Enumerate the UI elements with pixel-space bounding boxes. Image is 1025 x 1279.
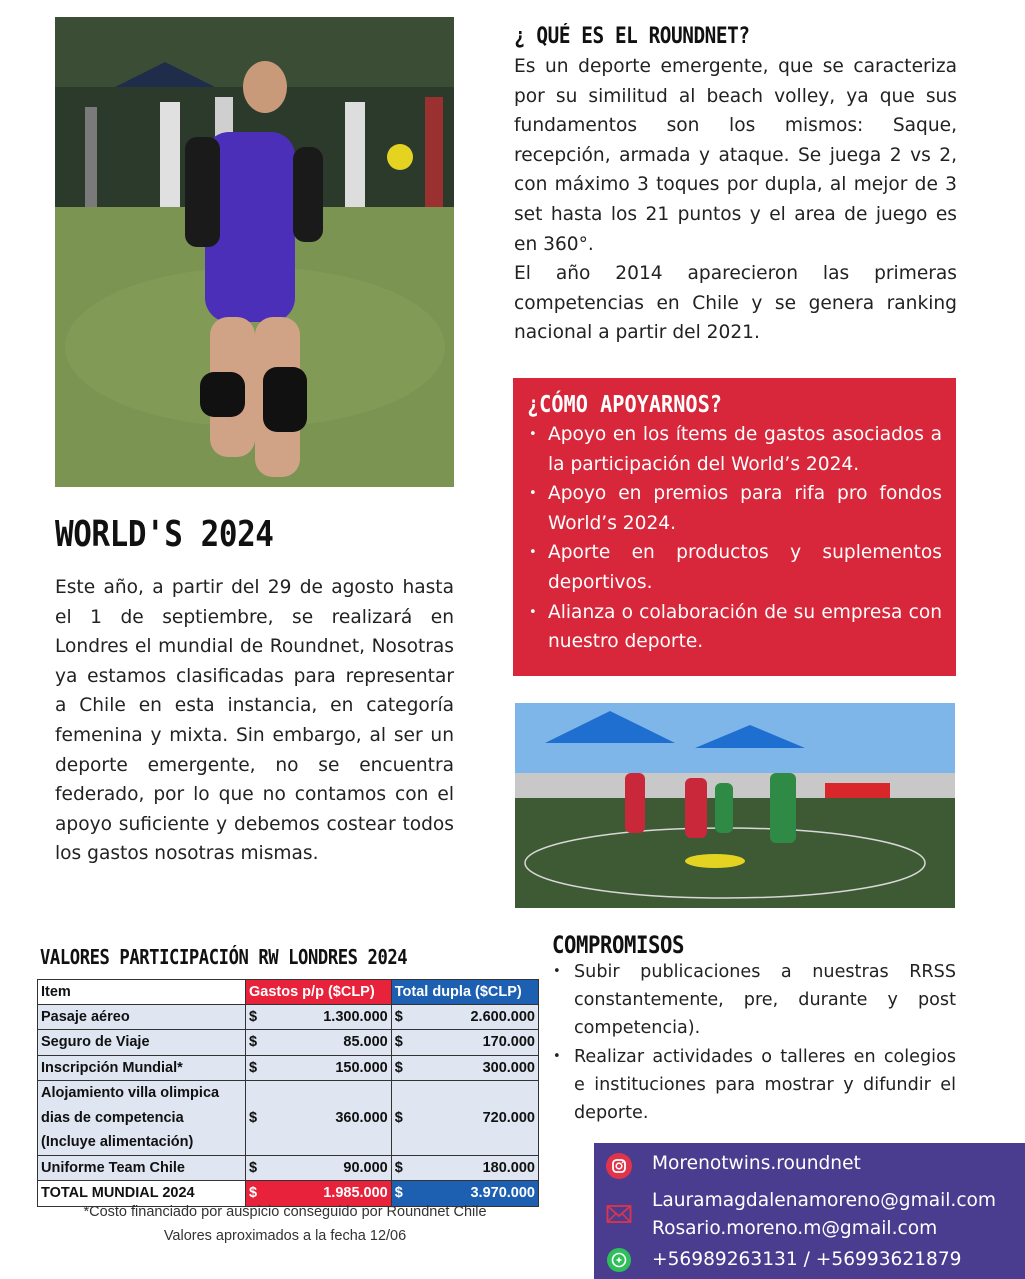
total-item: TOTAL MUNDIAL 2024	[38, 1181, 246, 1207]
row-item: Pasaje aéreo	[38, 1004, 246, 1030]
row-total: 170.000	[407, 1030, 538, 1056]
table-title: VALORES PARTICIPACIÓN RW LONDRES 2024	[40, 945, 408, 969]
currency-sign: $	[246, 1155, 262, 1181]
compromisos-item: • Realizar actividades o talleres en colegios e instituciones para mostrar y difundir el deporte.	[553, 1043, 956, 1128]
total-total: 3.970.000	[407, 1181, 538, 1207]
compromisos-item: • Subir publicaciones a nuestras RRSS constantemente, pre, durante y post competencia).	[553, 958, 956, 1043]
compromisos-title: COMPROMISOS	[552, 931, 684, 959]
currency-sign: $	[246, 1081, 262, 1156]
row-gasto: 360.000	[262, 1081, 392, 1156]
que-es-body	[514, 52, 957, 348]
row-gasto: 90.000	[262, 1155, 392, 1181]
row-item: Seguro de Viaje	[38, 1030, 246, 1056]
currency-sign: $	[246, 1004, 262, 1030]
costs-table	[37, 979, 539, 1207]
email-2[interactable]: Rosario.moreno.m@gmail.com	[652, 1218, 938, 1239]
worlds-body: Este año, a partir del 29 de agosto hasta el 1 de septiembre, se realizará en Londres el mundial de Roundnet, Nosotras ya estamos clasificadas para representar a Chile en esta instancia, en categoría femenina y mixta. Sin embargo, al ser un deporte emergente, no se encuentra federado, por lo que no contamos con el apoyo suficiente y debemos costear todos los gastos nosotras mismas.	[55, 577, 454, 865]
header-gasto: Gastos p/p ($CLP)	[246, 980, 392, 1005]
match-photo	[515, 703, 955, 908]
compromisos-list	[553, 958, 956, 1127]
currency-sign: $	[246, 1055, 262, 1081]
whatsapp-icon	[606, 1247, 632, 1273]
worlds-title: WORLD'S 2024	[55, 514, 274, 555]
email-1[interactable]: Lauramagdalenamoreno@gmail.com	[652, 1190, 997, 1211]
mail-icon	[606, 1201, 632, 1227]
row-item-line: dias de competencia	[41, 1109, 184, 1126]
row-item-multiline	[38, 1081, 246, 1156]
row-item: Inscripción Mundial*	[38, 1055, 246, 1081]
instagram-handle[interactable]: Morenotwins.roundnet	[652, 1153, 861, 1174]
apoyo-item: • Apoyo en premios para rifa pro fondos World’s 2024.	[527, 479, 942, 538]
currency-sign: $	[391, 1081, 407, 1156]
row-total: 180.000	[407, 1155, 538, 1181]
apoyo-title: ¿CÓMO APOYARNOS?	[527, 392, 722, 418]
currency-sign: $	[391, 1030, 407, 1056]
row-total: 2.600.000	[407, 1004, 538, 1030]
currency-sign: $	[391, 1155, 407, 1181]
currency-sign: $	[246, 1181, 262, 1207]
apoyo-box	[513, 378, 956, 676]
row-item-line: Alojamiento villa olimpica	[41, 1085, 220, 1101]
table-row	[38, 1081, 539, 1156]
row-total: 720.000	[407, 1081, 538, 1156]
header-total: Total dupla ($CLP)	[391, 980, 538, 1005]
table-row	[38, 1055, 539, 1081]
apoyo-list	[527, 420, 942, 657]
currency-sign: $	[391, 1055, 407, 1081]
que-es-paragraph-1: Es un deporte emergente, que se caracteriza por su similitud al beach volley, ya que sus fundamentos son los mismos: Saque, recepción, armada y ataque. Se juega 2 vs 2, con máximo 3 toques por dupla, al mejor de 3 set hasta los 21 puntos y el area de juego es en 360°.	[514, 56, 957, 255]
row-gasto: 85.000	[262, 1030, 392, 1056]
table-note	[40, 1200, 530, 1248]
table-note-2: Valores aproximados a la fecha 12/06	[163, 1228, 407, 1244]
apoyo-item: • Apoyo en los ítems de gastos asociados a la participación del World’s 2024.	[527, 420, 942, 479]
apoyo-item: • Aporte en productos y suplementos deportivos.	[527, 538, 942, 597]
row-item: Uniforme Team Chile	[38, 1155, 246, 1181]
currency-sign: $	[391, 1004, 407, 1030]
instagram-icon	[606, 1153, 632, 1179]
table-row	[38, 1030, 539, 1056]
row-gasto: 1.300.000	[262, 1004, 392, 1030]
contact-box	[594, 1143, 1025, 1279]
table-row	[38, 1004, 539, 1030]
player-photo	[55, 17, 454, 487]
header-item: Item	[38, 980, 246, 1005]
table-row	[38, 1155, 539, 1181]
que-es-title: ¿ QUÉ ES EL ROUNDNET?	[514, 24, 750, 49]
currency-sign: $	[246, 1030, 262, 1056]
row-gasto: 150.000	[262, 1055, 392, 1081]
row-item-line: (Incluye alimentación)	[41, 1134, 194, 1150]
currency-sign: $	[391, 1181, 407, 1207]
apoyo-item: • Alianza o colaboración de su empresa con nuestro deporte.	[527, 598, 942, 657]
row-total: 300.000	[407, 1055, 538, 1081]
total-gasto: 1.985.000	[262, 1181, 392, 1207]
table-note-1: *Costo financiado por auspicio conseguido por Roundnet Chile	[83, 1204, 487, 1220]
que-es-paragraph-2: El año 2014 aparecieron las primeras competencias en Chile y se genera ranking nacional a partir del 2021.	[514, 263, 957, 344]
phone-numbers[interactable]: +56989263131 / +56993621879	[652, 1249, 962, 1270]
